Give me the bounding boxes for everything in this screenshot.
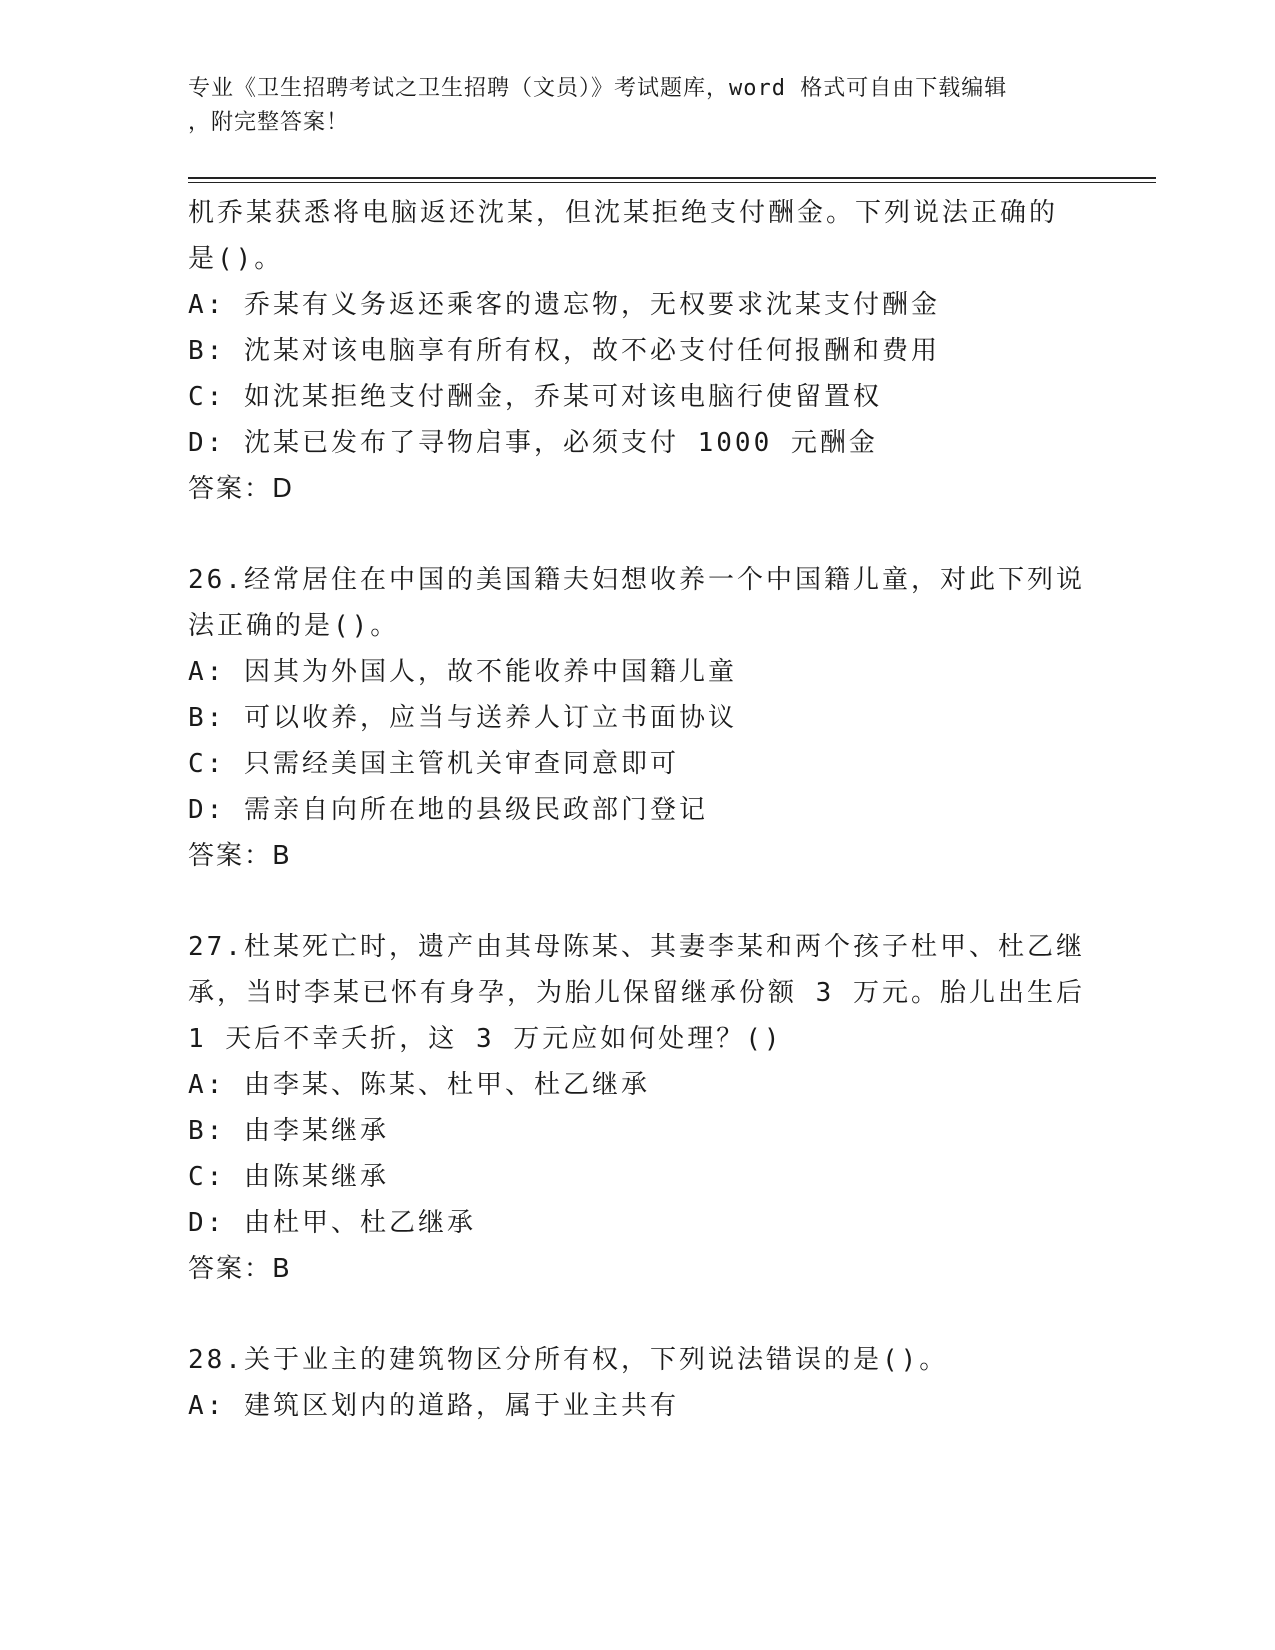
question-list (188, 190, 1088, 1429)
option-a: A: 建筑区划内的道路，属于业主共有 (188, 1391, 679, 1421)
question-stem-line: 1 天后不幸夭折，这 3 万元应如何处理？() (188, 1024, 783, 1054)
header-line-2: ，附完整答案！ (188, 110, 350, 135)
question-spacer (188, 1292, 1088, 1337)
header-divider-thick (188, 177, 1156, 179)
question-27 (188, 924, 1088, 1292)
question-28 (188, 1337, 1088, 1429)
option-c: C: 如沈某拒绝支付酬金，乔某可对该电脑行使留置权 (188, 382, 882, 412)
option-b: B: 可以收养，应当与送养人订立书面协议 (188, 703, 737, 733)
answer-line: 答案：D (188, 474, 295, 504)
option-c: C: 只需经美国主管机关审查同意即可 (188, 749, 679, 779)
question-stem-line: 机乔某获悉将电脑返还沈某，但沈某拒绝支付酬金。下列说法正确的 (188, 198, 1059, 228)
question-stem-line: 28.关于业主的建筑物区分所有权，下列说法错误的是()。 (188, 1345, 949, 1375)
question-25 (188, 190, 1088, 512)
option-d: D: 由杜甲、杜乙继承 (188, 1208, 476, 1238)
answer-line: 答案：B (188, 1254, 292, 1284)
option-c: C: 由陈某继承 (188, 1162, 389, 1192)
option-a: A: 由李某、陈某、杜甲、杜乙继承 (188, 1070, 650, 1100)
answer-line: 答案：B (188, 841, 292, 871)
question-spacer (188, 512, 1088, 557)
option-b: B: 由李某继承 (188, 1116, 389, 1146)
option-a: A: 乔某有义务返还乘客的遗忘物，无权要求沈某支付酬金 (188, 290, 940, 320)
question-26 (188, 557, 1088, 879)
question-spacer (188, 879, 1088, 924)
option-b: B: 沈某对该电脑享有所有权，故不必支付任何报酬和费用 (188, 336, 940, 366)
option-a: A: 因其为外国人，故不能收养中国籍儿童 (188, 657, 737, 687)
question-stem-line: 是()。 (188, 244, 284, 274)
option-d: D: 需亲自向所在地的县级民政部门登记 (188, 795, 708, 825)
question-stem-line: 承，当时李某已怀有身孕，为胎儿保留继承份额 3 万元。胎儿出生后 (188, 978, 1085, 1008)
question-stem-line: 27.杜某死亡时，遗产由其母陈某、其妻李某和两个孩子杜甲、杜乙继 (188, 932, 1085, 962)
question-stem-line: 26.经常居住在中国的美国籍夫妇想收养一个中国籍儿童，对此下列说 (188, 565, 1085, 595)
option-d: D: 沈某已发布了寻物启事，必须支付 1000 元酬金 (188, 428, 878, 458)
header-line-1: 专业《卫生招聘考试之卫生招聘（文员）》考试题库，word 格式可自由下载编辑 (188, 76, 1008, 101)
question-stem-line: 法正确的是()。 (188, 611, 400, 641)
header-divider-thin (188, 182, 1156, 183)
document-header (188, 72, 1068, 140)
